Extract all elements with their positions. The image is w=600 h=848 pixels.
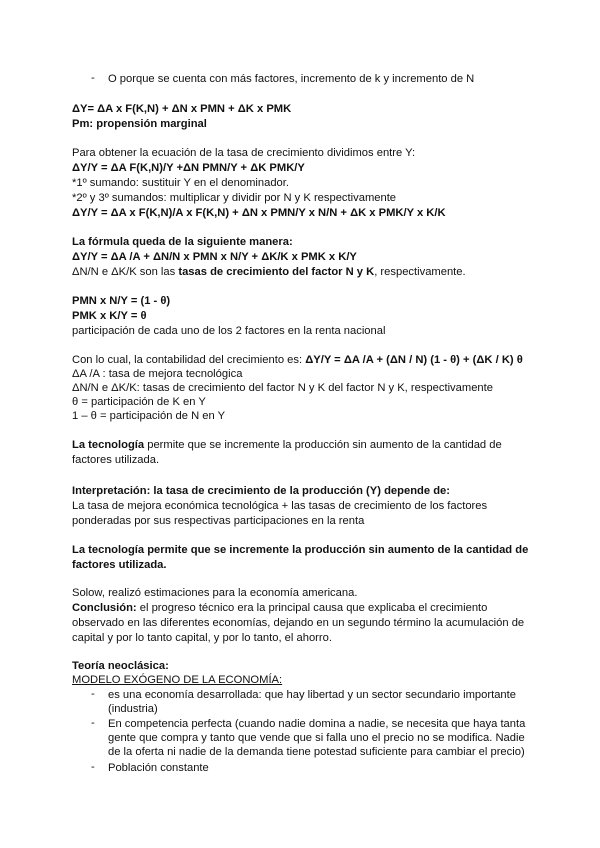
technology-bold-line-1: La tecnología permite que se incremente la producción sin aumento de la cantidad de	[72, 544, 529, 556]
conclusion-line: Conclusión: el progreso técnico era la principal causa que explicaba el crecimiento	[72, 602, 488, 614]
def-theta: θ = participación de K en Y	[72, 396, 206, 408]
bullet-dash: -	[91, 717, 95, 729]
interpretation-heading: Interpretación: la tasa de crecimiento de la producción (Y) depende de:	[72, 485, 450, 497]
conclusion-label: Conclusión:	[72, 602, 137, 614]
equation-delta-y: ΔY= ΔA x F(K,N) + ΔN x PMN + ΔK x PMK	[72, 103, 292, 115]
interpretation-line-2: ponderadas por sus respectivas participaciones en la renta	[72, 515, 365, 527]
bullet-dash: -	[91, 688, 95, 700]
paragraph-intro: Para obtener la ecuación de la tasa de crecimiento dividimos entre Y:	[72, 147, 416, 159]
share-labor: PMN x N/Y = (1 - θ)	[72, 295, 171, 307]
bullet-developed-economy: es una economía desarrollada: que hay libertad y un sector secundario importante	[108, 689, 516, 701]
share-description: participación de cada uno de los 2 factores en la renta nacional	[72, 325, 386, 337]
share-capital: PMK x K/Y = θ	[72, 310, 147, 322]
conclusion-line-2: observado en las diferentes economías, dejando en un segundo término la acumulación de	[72, 617, 525, 629]
growth-accounting-equation: ΔY/Y = ΔA /A + (ΔN / N) (1 - θ) + (ΔK / K) θ	[305, 354, 523, 366]
technology-bold-line-2: factores utilizada.	[72, 559, 167, 571]
bullet-perfect-competition-cont: de la oferta ni nadie de la demanda tiene potestad suficiente para cambiar el precio)	[108, 746, 525, 758]
neoclassical-heading: Teoría neoclásica:	[72, 660, 169, 672]
formula-description: ΔN/N e ΔK/K son las tasas de crecimiento del factor N y K, respectivamente.	[72, 266, 466, 278]
note-second-third-terms: *2º y 3º sumandos: multiplicar y dividir por N y K respectivamente	[72, 192, 397, 204]
model-heading: MODELO EXÓGENO DE LA ECONOMÍA:	[72, 674, 283, 686]
formula-equation: ΔY/Y = ΔA /A + ΔN/N x PMN x N/Y + ΔK/K x PMK x K/Y	[72, 251, 357, 263]
bullet-perfect-competition-cont: gente que compra y tanto que vende que si falla uno el precio no se modifica. Nadie	[108, 732, 525, 744]
formula-heading: La fórmula queda de la siguiente manera:	[72, 236, 293, 248]
def-factor-rates: ΔN/N e ΔK/K: tasas de crecimiento del factor N y K del factor N y K, respectivamente	[72, 382, 493, 394]
bullet-dash: -	[91, 761, 95, 773]
bullet-dash: -	[91, 72, 95, 84]
growth-accounting: Con lo cual, la contabilidad del crecimiento es: ΔY/Y = ΔA /A + (ΔN / N) (1 - θ) + (ΔK / K) θ	[72, 354, 523, 366]
def-one-minus-theta: 1 – θ = participación de N en Y	[72, 410, 226, 422]
bullet-text: O porque se cuenta con más factores, incremento de k y incremento de N	[108, 73, 475, 85]
technology-paragraph-cont: factores utilizada.	[72, 454, 160, 466]
solow-line: Solow, realizó estimaciones para la economía americana.	[72, 587, 358, 599]
equation-expanded: ΔY/Y = ΔA x F(K,N)/A x F(K,N) + ΔN x PMN/Y x N/N + ΔK x PMK/Y x K/K	[72, 207, 446, 219]
technology-paragraph: La tecnología permite que se incremente la producción sin aumento de la cantidad de	[72, 439, 502, 451]
bullet-perfect-competition: En competencia perfecta (cuando nadie domina a nadie, se necesita que haya tanta	[108, 718, 526, 730]
bullet-developed-economy-cont: (industria)	[108, 703, 158, 715]
equation-growth-rate: ΔY/Y = ΔA F(K,N)/Y +ΔN PMN/Y + ΔK PMK/Y	[72, 162, 305, 174]
growth-rates-bold: tasas de crecimiento del factor N y K	[178, 266, 375, 278]
conclusion-line-3: capital y por lo tanto capital, y por lo tanto, el ahorro.	[72, 632, 332, 644]
bullet-constant-population: Población constante	[108, 762, 209, 774]
note-first-term: *1º sumando: sustituir Y en el denominador.	[72, 177, 289, 189]
def-tech-rate: ΔA /A : tasa de mejora tecnológica	[72, 368, 243, 380]
pm-definition: Pm: propensión marginal	[72, 118, 207, 130]
interpretation-line-1: La tasa de mejora económica tecnológica + las tasas de crecimiento de los factores	[72, 500, 488, 512]
